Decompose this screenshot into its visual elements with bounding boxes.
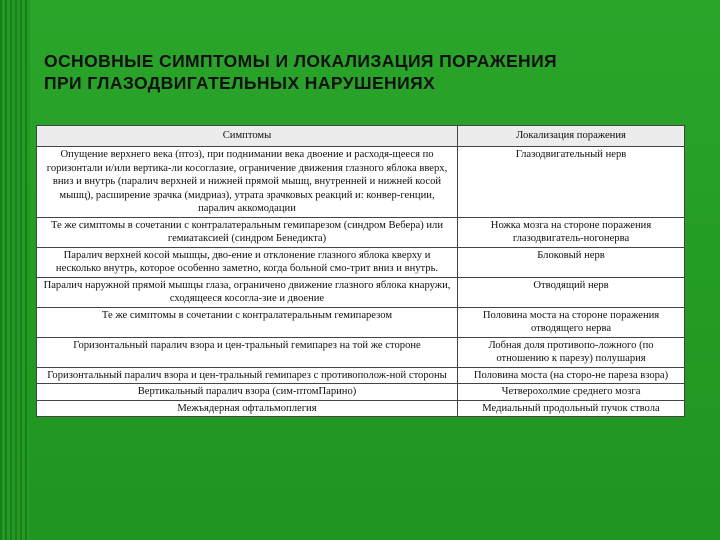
symptom-cell: Те же симптомы в сочетании с контралатеральным гемипарезом (синдром Вебера) или гемиатаксией (синдром Бенедикта) (37, 217, 458, 247)
table-row (37, 147, 685, 218)
location-cell: Медиальный продольный пучок ствола (458, 400, 685, 417)
table-row (37, 307, 685, 337)
slide-title-line-1: ОСНОВНЫЕ СИМПТОМЫ И ЛОКАЛИЗАЦИЯ ПОРАЖЕНИЯ (44, 51, 558, 71)
location-cell: Отводящий нерв (458, 277, 685, 307)
header-symptoms: Симптомы (37, 126, 458, 147)
symptom-cell: Паралич верхней косой мышцы, дво-ение и отклонение глазного яблока кверху и несколько внутрь, которое особенно заметно, когда больной смо-трит вниз и внутрь. (37, 247, 458, 277)
symptom-cell: Паралич наружной прямой мышцы глаза, ограничено движение глазного яблока кнаружи, сходящееся косогла-зие и двоение (37, 277, 458, 307)
location-cell: Лобная доля противопо-ложного (по отношению к парезу) полушария (458, 337, 685, 367)
table-row (37, 400, 685, 417)
slide-title (44, 50, 694, 94)
table-row (37, 277, 685, 307)
location-cell: Половина моста (на сторо-не пареза взора) (458, 367, 685, 384)
location-cell: Блоковый нерв (458, 247, 685, 277)
symptom-cell: Те же симптомы в сочетании с контралатеральным гемипарезом (37, 307, 458, 337)
symptom-cell: Горизонтальный паралич взора и цен-тральный гемипарез на той же стороне (37, 337, 458, 367)
table-row (37, 367, 685, 384)
table-row (37, 247, 685, 277)
background-left-stripes (0, 0, 30, 540)
location-cell: Глазодвигательный нерв (458, 147, 685, 218)
symptom-cell: Вертикальный паралич взора (сим-птомПарино) (37, 384, 458, 401)
slide-title-line-2: ПРИ ГЛАЗОДВИГАТЕЛЬНЫХ НАРУШЕНИЯХ (44, 73, 436, 93)
symptom-cell: Горизонтальный паралич взора и цен-тральный гемипарез с противополож-ной стороны (37, 367, 458, 384)
symptom-cell: Межъядерная офтальмоплегия (37, 400, 458, 417)
symptoms-table (36, 125, 685, 417)
header-location: Локализация поражения (458, 126, 685, 147)
location-cell: Ножка мозга на стороне поражения глазодвигатель-ногонерва (458, 217, 685, 247)
symptom-cell: Опущение верхнего века (птоз), при поднимании века двоение и расходя-щееся по горизонтали и/или вертика-ли косоглазие, ограничение движения глазного яблока вверх, вниз и внутрь (паралич верхней и нижней прямой мышц, внутренней и нижней косой мышц), расширение зрачка (мидриаз), утрата зрачковых реакций и: конвер-генции, паралич аккомодации (37, 147, 458, 218)
table-row (37, 337, 685, 367)
table-header-row (37, 126, 685, 147)
location-cell: Половина моста на стороне поражения отводящего нерва (458, 307, 685, 337)
table-row (37, 384, 685, 401)
location-cell: Четверохолмие среднего мозга (458, 384, 685, 401)
table-row (37, 217, 685, 247)
